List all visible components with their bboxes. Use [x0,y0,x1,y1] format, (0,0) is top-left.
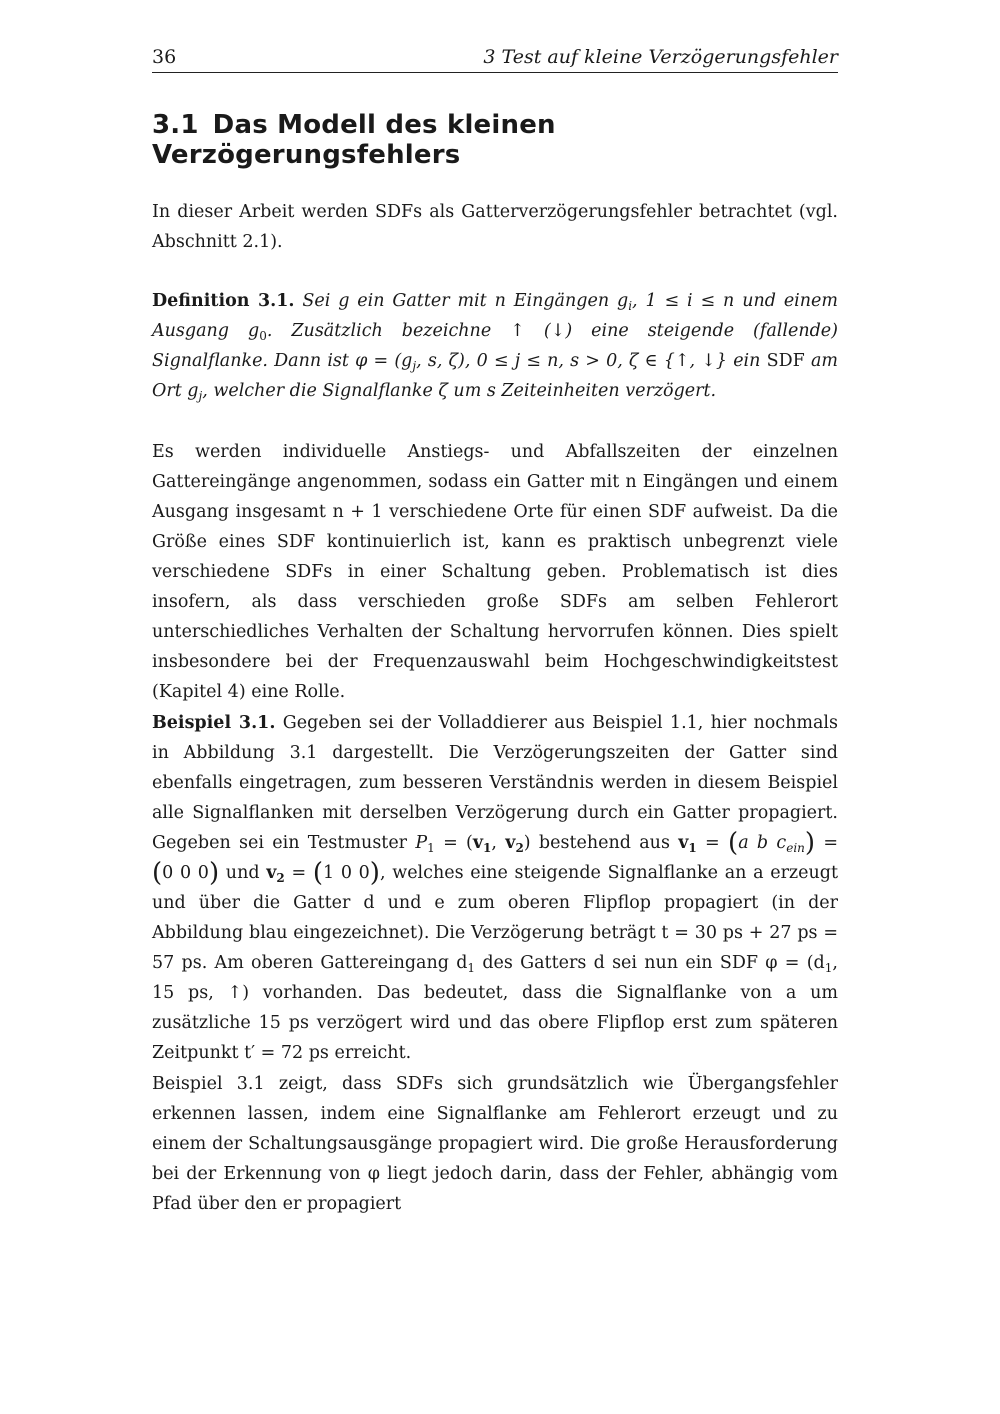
definition-sdf: SDF [766,351,805,371]
example-text-4: des Gatters d sei nun ein SDF φ = (d [475,953,825,973]
definition-text-6: am Ort g [152,351,838,401]
page-number: 36 [152,46,177,68]
example-text-5: , 15 ps, ↑) vorhanden. Das bedeutet, dass die Signalflanke von a um zusätzliche 15 ps verzögert wird und das obere Flipflop erst zum späteren Zeitpunkt t′ = 72 ps erreicht. [152,953,838,1063]
definition-text-4: , s, ζ), 0 ≤ j ≤ n, s > 0, ζ ∈ {↑, ↓} [416,351,728,371]
section-heading [152,110,838,170]
section-title: Das Modell des kleinen Verzögerungsfehlers [152,110,556,170]
intro-paragraph: In dieser Arbeit werden SDFs als Gatterverzögerungsfehler betrachtet (vgl. Abschnitt 2.1). [152,202,838,252]
running-title: 3 Test auf kleine Verzögerungsfehler [483,46,838,68]
page-header [152,44,838,73]
definition-text-7: , welcher die Signalflanke ζ um s Zeiteinheiten verzögert. [202,381,717,401]
example-label: Beispiel 3.1. [152,713,276,733]
vector-a-b-cein: (a b $c_{ein}$) [728,828,816,858]
example-block: Beispiel 3.1. Gegeben sei der Volladdierer aus Beispiel 1.1, hier nochmals in Abbildung 3.1 dargestellt. Die Verzögerungszeiten der Gatter sind ebenfalls eingetragen, zum besseren Verständnis werden in diesem Beispiel alle Signalflanken mit derselben Verzögerung durch ein Gatter propagiert. Gegeben sei ein Testmuster $P_1 = (v_1$, $v_2$) bestehend aus $v_1 = (a$ b $c_{ein}) = (0$ 0 0) und $v_2 = (1$ 0 0), welches eine steigende Signalflanke an a erzeugt und über die Gatter d und e zum oberen Flipflop propagiert (in der Abbildung blau eingezeichnet). Die Verzögerung beträgt t = 30 ps + 27 ps = 57 ps. Am oberen Gattereingang $d_1$ des Gatters d sei nun ein SDF $\varphi = (d_1$, 15 ps, ↑) vorhanden. Das bedeutet, dass die Signalflanke von a um zusätzliche 15 ps verzögert wird und das obere Flipflop erst zum späteren Zeitpunkt t′ = 72 ps erreicht. [152,713,839,1063]
example-text-3: welches eine steigende Signalflanke an a erzeugt und über die Gatter d und e zum oberen Flipflop propagiert (in der Abbildung blau eingezeichnet). Die Verzögerung beträgt t = 30 ps + 27 ps = 57 ps. Am oberen Gattereingang d [152,863,839,973]
definition-label: Definition 3.1. [152,291,295,311]
definition-text-1: Sei g ein Gatter mit n Eingängen g [302,291,629,311]
paragraph-2: Es werden individuelle Anstiegs- und Abfallszeiten der einzelnen Gattereingänge angenommen, sodass ein Gatter mit n Eingängen und einem Ausgang insgesamt n + 1 verschiedene Orte für einen SDF aufweist. Da die Größe eines SDF kontinuierlich ist, kann es praktisch unbegrenzt viele verschiedene SDFs in einer Schaltung geben. Problematisch ist dies insofern, als dass verschieden große SDFs am selben Fehlerort unterschiedliches Verhalten der Schaltung hervorrufen können. Dies spielt insbesondere bei der Frequenzauswahl beim Hochgeschwindigkeitstest (Kapitel 4) eine Rolle. [152,442,838,702]
vector-zero: (0 0 0) [152,858,220,888]
definition-text-2: , 1 ≤ i ≤ n und einem Ausgang g [152,291,838,341]
definition-block: Definition 3.1. Sei g ein Gatter mit n Eingängen $g_i$, 1 ≤ i ≤ n und einem Ausgang $g_0$. Zusätzlich bezeichne ↑ (↓) eine steigende (fallende) Signalflanke. Dann ist $\varphi = (g_j$, s, ζ), 0 ≤ j ≤ n, s > 0, ζ ∈ {↑, ↓} ein SDF am Ort $g_j$, welcher die Signalflanke ζ um s Zeiteinheiten verzögert. [152,291,838,403]
vector-one-zero-zero: (1 0 0) [312,858,380,888]
paragraph-3: Beispiel 3.1 zeigt, dass SDFs sich grundsätzlich wie Übergangsfehler erkennen lassen, indem eine Signalflanke am Fehlerort erzeugt und zu einem der Schaltungsausgänge propagiert wird. Die große Herausforderung bei der Erkennung von φ liegt jedoch darin, dass der Fehler, abhängig vom Pfad über den er propagiert [152,1074,838,1214]
definition-text-3: . Zusätzlich bezeichne ↑ (↓) eine steigende (fallende) Signalflanke. Dann ist φ = (g [152,321,838,371]
section-number: 3.1 [152,110,199,140]
example-text-1: Gegeben sei der Volladdierer aus Beispiel 1.1, hier nochmals in Abbildung 3.1 dargestellt. Die Verzögerungszeiten der Gatter sind ebenfalls eingetragen, zum besseren Verständnis werden in diesem Beispiel alle Signalflanken mit derselben Verzögerung durch ein Gatter propagiert. Gegeben sei ein Testmuster [152,713,838,853]
